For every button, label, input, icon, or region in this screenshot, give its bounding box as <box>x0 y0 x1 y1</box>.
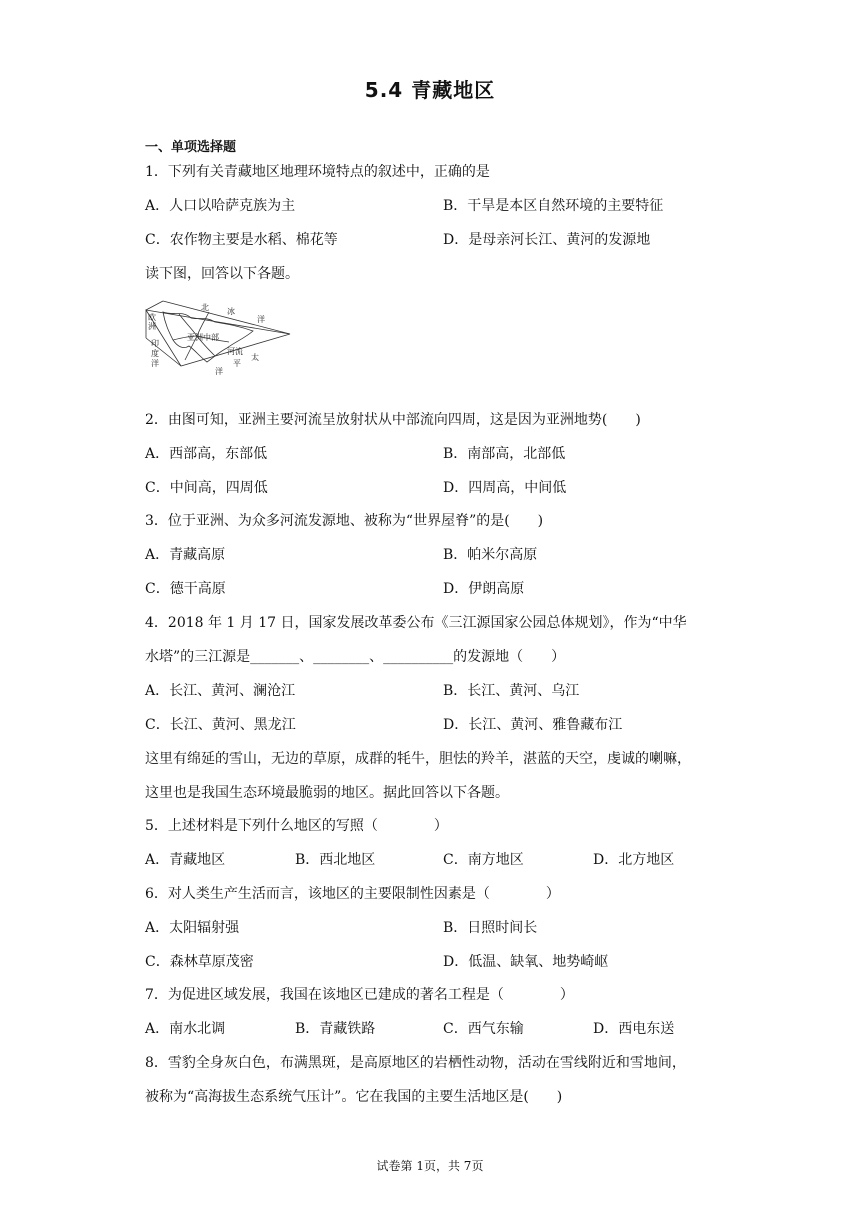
q2-option-b: B．南部高，北部低 <box>443 446 566 462</box>
section-heading: 一、单项选择题 <box>145 140 237 155</box>
q7-option-d: D．西电东送 <box>593 1021 675 1037</box>
q1-option-b: B．干旱是本区自然环境的主要特征 <box>443 198 664 214</box>
map-label-bei: 北 <box>201 303 209 312</box>
q7-option-c: C．西气东输 <box>443 1021 524 1037</box>
q6-option-b: B．日照时间长 <box>443 920 538 936</box>
map-label-tai: 太 <box>251 353 259 362</box>
q1-option-d: D．是母亲河长江、黄河的发源地 <box>443 232 651 248</box>
q1-option-c: C．农作物主要是水稻、棉花等 <box>145 232 338 248</box>
map-label-du: 度 <box>151 349 159 358</box>
q4-option-b: B．长江、黄河、乌江 <box>443 683 580 699</box>
map-label-ou: 欧 <box>148 313 156 322</box>
map-label-yang-north: 洋 <box>257 315 265 324</box>
q6-option-c: C．森林草原茂密 <box>145 954 254 970</box>
passage-line1: 这里有绵延的雪山，无边的草原，成群的牦牛，胆怯的羚羊，湛蓝的天空，虔诚的喇嘛， <box>145 751 691 767</box>
q2-stem: 2．由图可知，亚洲主要河流呈放射状从中部流向四周，这是因为亚洲地势( ) <box>145 412 641 428</box>
read-figure-instruction: 读下图，回答以下各题。 <box>145 266 299 282</box>
q5-option-a: A．青藏地区 <box>145 852 226 868</box>
q4-option-c: C．长江、黄河、黑龙江 <box>145 717 296 733</box>
page-title: 5.4 青藏地区 <box>364 78 496 102</box>
q7-stem: 7．为促进区域发展，我国在该地区已建成的著名工程是（ ） <box>145 987 574 1003</box>
asia-rivers-map <box>143 298 293 376</box>
map-label-yang-pacific: 洋 <box>215 367 223 376</box>
map-label-yang-indian: 洋 <box>151 359 159 368</box>
map-label-river: 河流 <box>227 347 243 356</box>
q4-option-d: D．长江、黄河、雅鲁藏布江 <box>443 717 623 733</box>
q3-option-b: B．帕米尔高原 <box>443 547 538 563</box>
q6-option-d: D．低温、缺氧、地势崎岖 <box>443 954 609 970</box>
q2-option-d: D．四周高，中间低 <box>443 480 567 496</box>
q3-option-c: C．德干高原 <box>145 581 226 597</box>
q3-stem: 3．位于亚洲、为众多河流发源地、被称为“世界屋脊”的是( ) <box>145 513 544 529</box>
q1-stem: 1．下列有关青藏地区地理环境特点的叙述中，正确的是 <box>145 164 490 180</box>
passage-line2: 这里也是我国生态环境最脆弱的地区。据此回答以下各题。 <box>145 785 509 801</box>
q6-stem: 6．对人类生产生活而言，该地区的主要限制性因素是（ ） <box>145 886 560 902</box>
q6-option-a: A．太阳辐射强 <box>145 920 240 936</box>
q2-option-a: A．西部高，东部低 <box>145 446 268 462</box>
q1-option-a: A．人口以哈萨克族为主 <box>145 198 296 214</box>
q3-option-a: A．青藏高原 <box>145 547 226 563</box>
q5-option-b: B．西北地区 <box>295 852 376 868</box>
map-label-yin: 印 <box>151 339 159 348</box>
q7-option-a: A．南水北调 <box>145 1021 226 1037</box>
map-label-asia-central: 亚洲中部 <box>187 333 219 342</box>
q3-option-d: D．伊朗高原 <box>443 581 525 597</box>
map-label-ping: 平 <box>233 359 241 368</box>
q4-option-a: A．长江、黄河、澜沧江 <box>145 683 296 699</box>
q8-stem-line2: 被称为“高海拔生态系统气压计”。它在我国的主要生活地区是( ) <box>145 1089 563 1105</box>
q5-stem: 5．上述材料是下列什么地区的写照（ ） <box>145 818 448 834</box>
q4-stem-line1: 4．2018 年 1 月 17 日，国家发展改革委公布《三江源国家公园总体规划》，作为“中华 <box>145 615 687 631</box>
page-footer: 试卷第 1页，共 7页 <box>376 1159 484 1173</box>
q4-stem-line2: 水塔”的三江源是_______、________、__________的发源地（ ） <box>145 649 566 665</box>
q7-option-b: B．青藏铁路 <box>295 1021 376 1037</box>
q2-option-c: C．中间高，四周低 <box>145 480 268 496</box>
map-label-bing: 冰 <box>227 307 235 316</box>
q8-stem-line1: 8．雪豹全身灰白色，布满黑斑，是高原地区的岩栖性动物，活动在雪线附近和雪地间， <box>145 1055 686 1071</box>
q5-option-d: D．北方地区 <box>593 852 675 868</box>
map-label-zhou: 洲 <box>148 322 156 331</box>
q5-option-c: C．南方地区 <box>443 852 524 868</box>
